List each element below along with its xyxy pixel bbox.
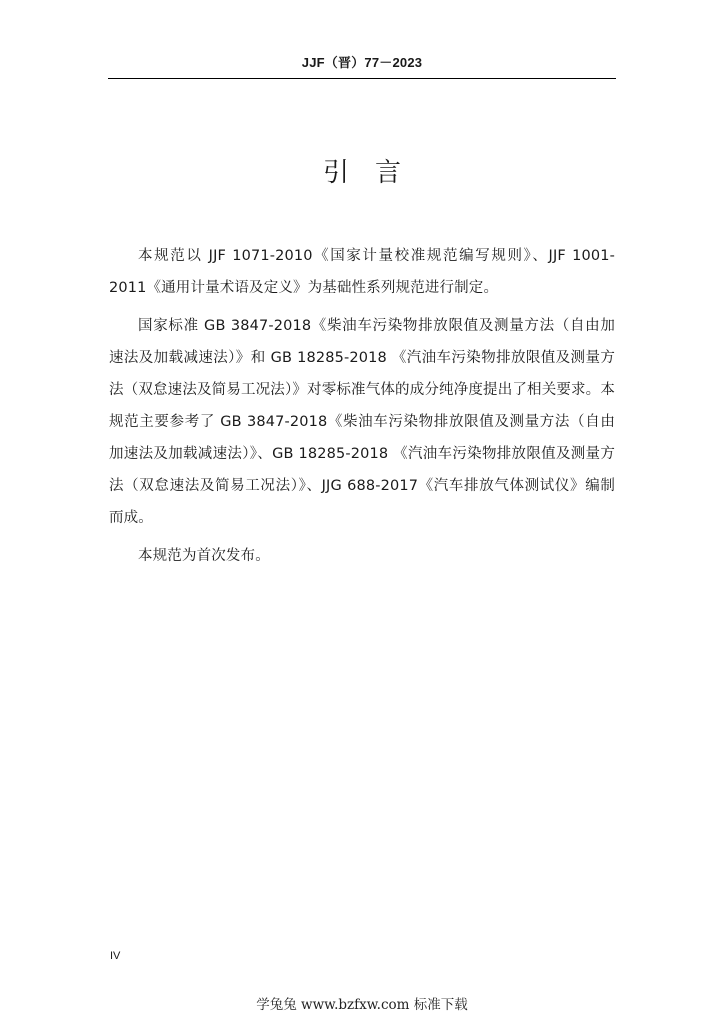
header-divider [108, 78, 616, 79]
page-number: IV [110, 950, 121, 962]
paragraph-basis: 本规范以 JJF 1071-2010《国家计量校准规范编写规则》、JJF 1001-2011《通用计量术语及定义》为基础性系列规范进行制定。 [109, 248, 615, 296]
paragraph-first-release: 本规范为首次发布。 [138, 548, 270, 564]
page-title: 引 言 [322, 158, 401, 188]
paragraph-references: 国家标准 GB 3847-2018《柴油车污染物排放限值及测量方法（自由加速法及加载减速法）》和 GB 18285-2018 《汽油车污染物排放限值及测量方法（双怠速法及简易工况法）》对零标准气体的成分纯净度提出了相关要求。本规范主要参考了 GB 3847-2018《柴油车污染物排放限值及测量方法（自由加速法及加载减速法）》、GB 18285-2018 《汽油车污染物排放限值及测量方法（双怠速法及简易工况法）》、JJG 688-2017《汽车排放气体测试仪》编制而成。 [109, 318, 615, 526]
watermark: 学兔兔 www.bzfxw.com 标准下载 [256, 997, 468, 1013]
body-text [109, 240, 615, 578]
document-code-header: JJF（晋）77－2023 [301, 55, 423, 70]
